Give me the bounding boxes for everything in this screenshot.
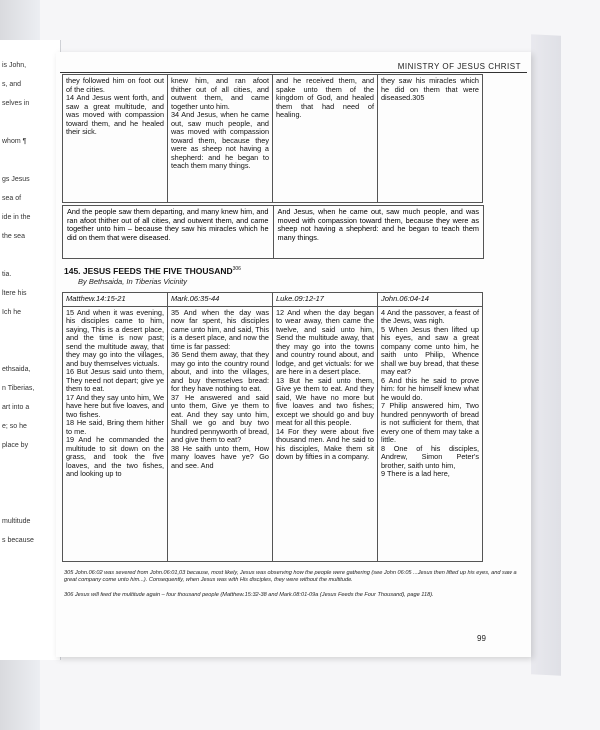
footnote-306: 306 Jesus will feed the multitude again – four thousand people (Matthew.15:32-38 and Mark.08:01-09a (Jesus Feeds the Four Thousand), page 118). (64, 592, 434, 598)
left-page (0, 40, 61, 660)
header-luke: Luke.09:12-17 (273, 293, 378, 307)
gospel-parallel-table (62, 292, 483, 562)
left-page-fragment: gs Jesus (2, 176, 30, 183)
combined-account-box (62, 205, 484, 259)
combined-left: And the people saw them departing, and many knew him, and ran afoot thither out of all cities, and outwent them, and came together unto him – because they saw his miracles which he did on them that were diseased. (67, 207, 269, 242)
left-page-fragment: multitude (2, 518, 31, 525)
header-matthew: Matthew.14:15-21 (63, 293, 168, 307)
left-page-fragment: s because (2, 537, 34, 544)
left-page-fragment: sea of (2, 195, 22, 202)
text-john: 4 And the passover, a feast of the Jews, was nigh. 5 When Jesus then lifted up his eyes, and saw a great company come unto him, he saith unto Philip, Whence shall we buy bread, that these may eat? 6 And this he said to prove him: for he himself knew what he would do. 7 Philip answered him, Two hundred pennyworth of bread is not sufficient for them, that every one of them may take a little. 8 One of his disciples, Andrew, Simon Peter's brother, saith unto him, 9 There is a lad here, (378, 306, 483, 561)
left-page-fragment: tia. (2, 271, 12, 278)
top-parallel-table (62, 74, 483, 203)
section-title: 145. JESUS FEEDS THE FIVE THOUSAND$^{306}$ (64, 266, 241, 276)
title-footnote-ref: 306 (232, 266, 241, 273)
top-cell-4: they saw his miracles which he did on them that were diseased.305 (378, 75, 483, 203)
header-rule (60, 72, 527, 73)
page-edge (531, 34, 561, 676)
top-cell-1: they followed him on foot out of the cities. 14 And Jesus went forth, and saw a great multitude, and was moved with compassion toward them, and he healed their sick. (63, 75, 168, 203)
left-page-fragment: ltere his (2, 290, 27, 297)
left-page-fragment: n Tiberias, (2, 385, 35, 392)
left-page-fragment: e; so he (2, 423, 27, 430)
left-page-fragment: is John, (2, 62, 27, 69)
left-page-fragment: the sea (2, 233, 25, 240)
header-john: John.06:04-14 (378, 293, 483, 307)
combined-right: And Jesus, when he came out, saw much people, and was moved with compassion toward them, because they were as sheep not having a shepherd: and he began to teach them many things. (273, 206, 484, 258)
left-page-fragment: selves in (2, 100, 30, 107)
left-page-fragment: ethsaida, (2, 366, 31, 373)
left-page-fragment: s, and (2, 81, 22, 88)
text-luke: 12 And when the day began to wear away, then came the twelve, and said unto him, Send the multitude away, that they may go into the towns and country round about, and lodge, and get victuals: for we are here in a desert place. 13 But he said unto them, Give ye them to eat. And they said, We have no more but five loaves and two fishes; except we should go and buy meat for all this people. 14 For they were about five thousand men. And he said to his disciples, Make them sit down by fifties in a company. (273, 306, 378, 561)
top-cell-2: knew him, and ran afoot thither out of all cities, and outwent them, and came together unto him. 34 And Jesus, when he came out, saw much people, and was moved with compassion toward them, because they were as sheep not having a shepherd: and he began to teach them many things. (168, 75, 273, 203)
left-page-fragment: place by (2, 442, 29, 449)
page-number: 99 (477, 634, 486, 643)
section-subtitle: By Bethsaida, In Tiberias Vicinity (78, 277, 188, 286)
text-mark: 35 And when the day was now far spent, his disciples came unto him, and said, This is a desert place, and now the time is far passed: 36 Send them away, that they may go into the country round about, and into the villages, and buy themselves bread: for they have nothing to eat. 37 He answered and said unto them, Give ye them to eat. And they say unto him, Shall we go and buy two hundred pennyworth of bread, and give them to eat? 38 He saith unto them, How many loaves have ye? Go and see. And (168, 306, 273, 561)
left-page-fragment: ide in the (2, 214, 31, 221)
left-page-fragment: whom ¶ (2, 138, 27, 145)
left-page-fragment: Ich he (2, 309, 22, 316)
header-mark: Mark.06:35-44 (168, 293, 273, 307)
text-matthew: 15 And when it was evening, his disciples came to him, saying, This is a desert place, and the time is now past; send the multitude away, that they may go into the villages, and buy themselves victuals. 16 But Jesus said unto them, They need not depart; give ye them to eat. 17 And they say unto him, We have here but five loaves, and two fishes. 18 He said, Bring them hither to me. 19 And he commanded the multitude to sit down on the grass, and took the five loaves, and the two fishes, and looking up to (63, 306, 168, 561)
book-page (56, 52, 531, 657)
top-cell-3: and he received them, and spake unto them of the kingdom of God, and healed them that had need of healing. (273, 75, 378, 203)
footnote-305: 305 John.06:02 was severed from John.06:01,03 because, most likely, Jesus was observing how the people were gathering (see John 06:05 ...Jesus then lifted up his eyes, and saw a great company come unto him...). Consequently, when Jesus was with His disciples, they were without the multitude. (64, 570, 517, 583)
left-page-fragment: art into a (2, 404, 30, 411)
running-head: MINISTRY OF JESUS CHRIST (397, 62, 521, 71)
